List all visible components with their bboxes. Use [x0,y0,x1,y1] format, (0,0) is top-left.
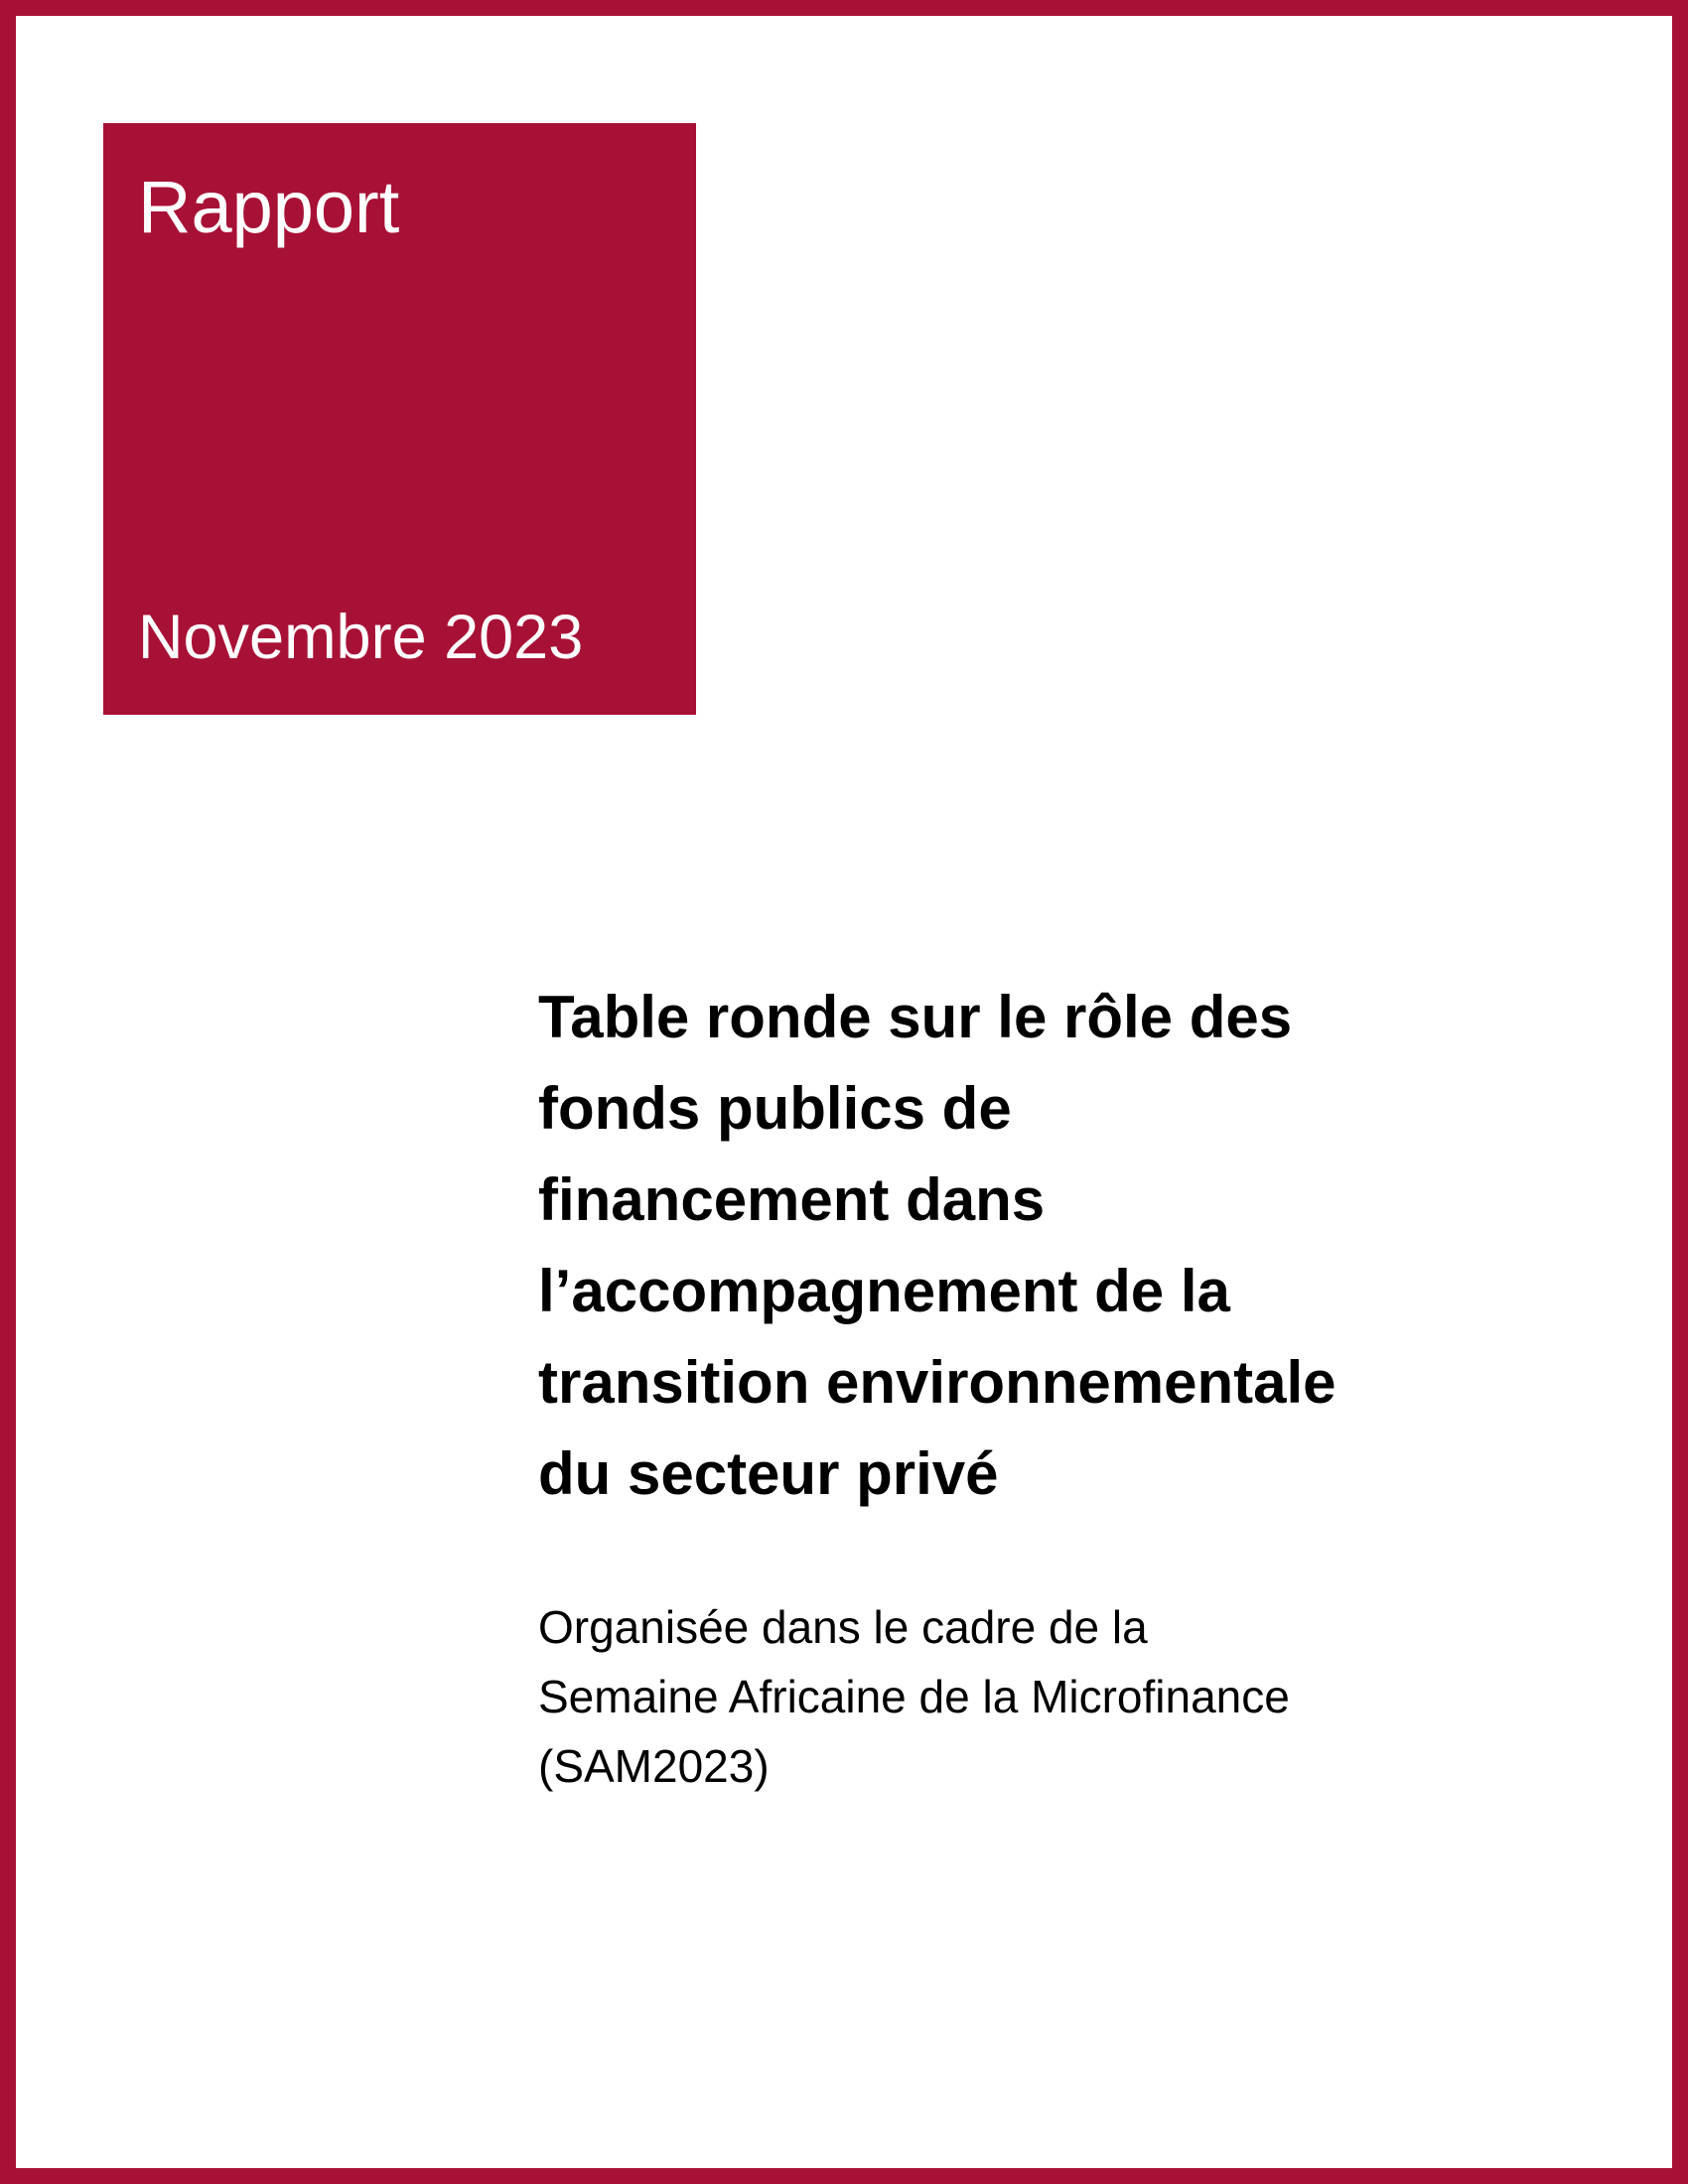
event-subtitle-line: Semaine Africaine de la Microfinance [538,1671,1290,1722]
event-subtitle [538,1592,1531,1801]
report-title-line: Table ronde sur le rôle des [538,984,1293,1050]
report-title-line: fonds publics de [538,1075,1012,1142]
report-label: Rapport [138,166,400,248]
event-subtitle-line: Organisée dans le cadre de la [538,1601,1148,1653]
event-subtitle-line: (SAM2023) [538,1740,770,1792]
report-title [538,972,1551,1520]
report-title-line: du secteur privé [538,1440,999,1507]
report-title-block [103,123,696,715]
report-title-line: l’accompagnement de la [538,1258,1230,1324]
report-title-line: transition environnementale [538,1349,1336,1416]
report-title-line: financement dans [538,1166,1046,1233]
report-date: Novembre 2023 [138,603,584,672]
